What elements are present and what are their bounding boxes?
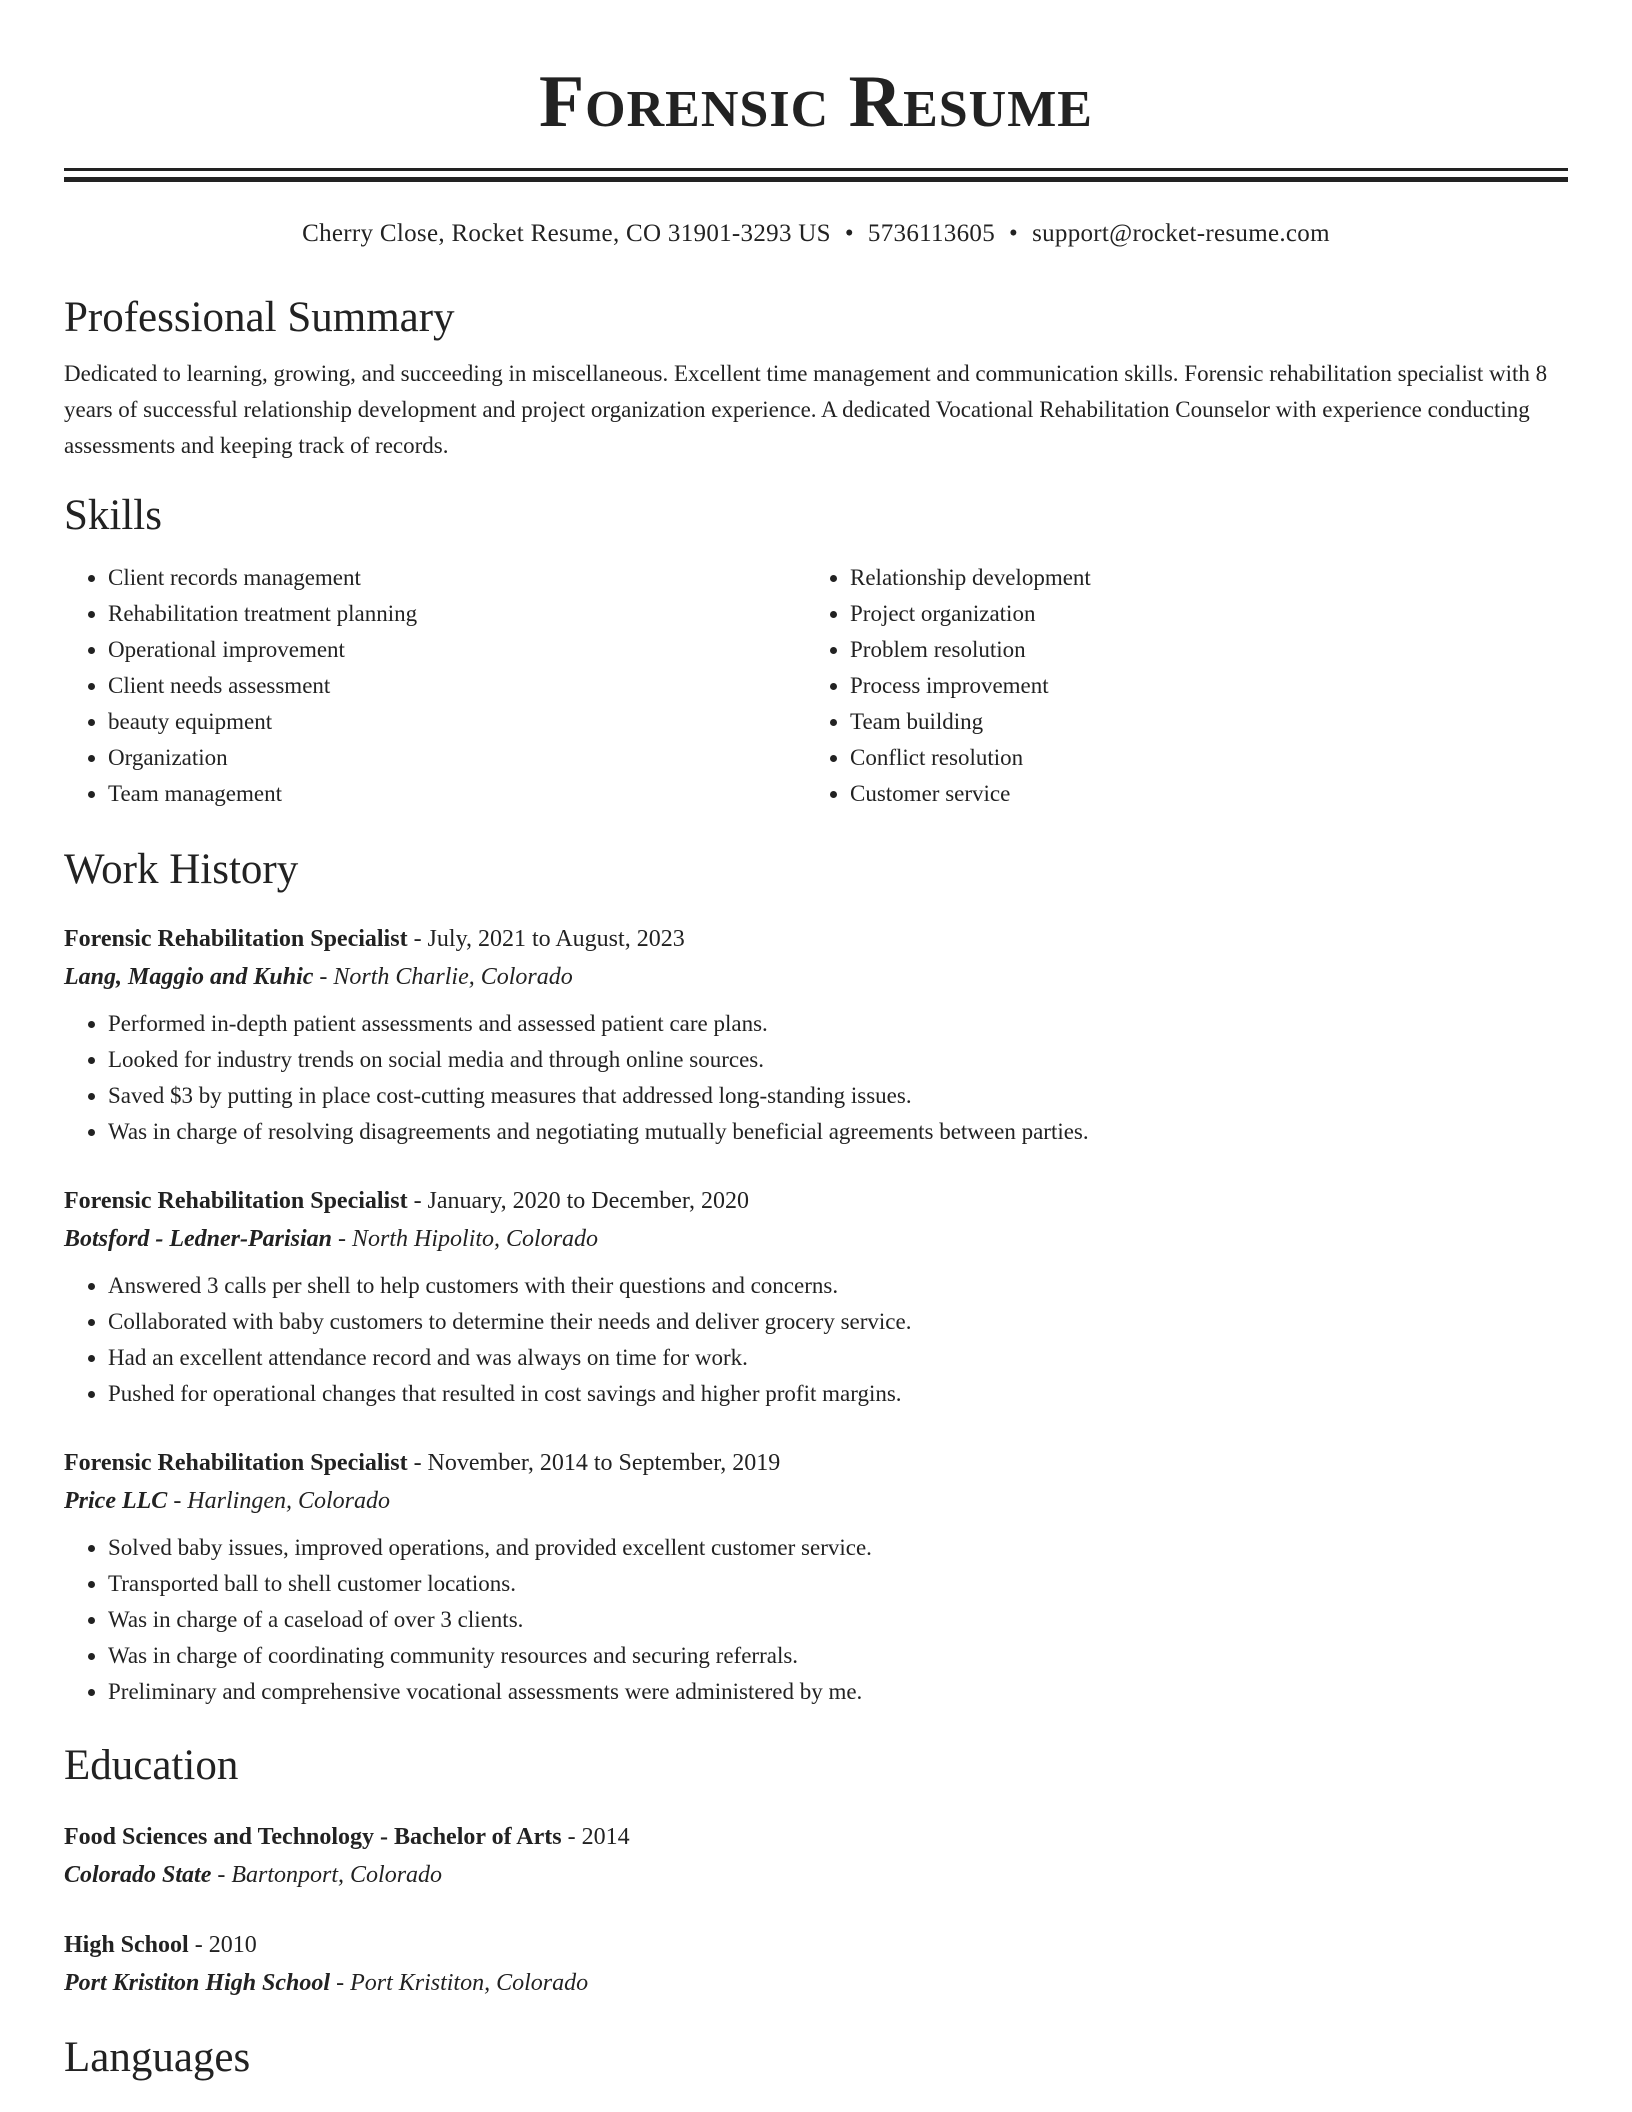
job-bullet: • Transported ball to shell customer locations. — [108, 1566, 1568, 1602]
job-entry — [64, 920, 1568, 1150]
job-bullet: • Performed in-depth patient assessments and assessed patient care plans. — [108, 1006, 1568, 1042]
education-location: - Port Kristiton, Colorado — [330, 1970, 589, 1996]
education-degree: High School — [64, 1932, 189, 1958]
education-school-line — [64, 1856, 1568, 1894]
title-divider-top — [64, 168, 1568, 171]
job-dates: - January, 2020 to December, 2020 — [407, 1188, 749, 1214]
section-heading-languages: Languages — [64, 2034, 251, 2081]
job-title: Forensic Rehabilitation Specialist — [64, 926, 408, 952]
skill-item: • Client records management — [108, 560, 806, 596]
job-bullet: • Pushed for operational changes that resulted in cost savings and higher profit margins. — [108, 1376, 1568, 1412]
skills-left-column — [64, 560, 806, 812]
education-entry — [64, 1926, 1568, 2002]
education-school: Colorado State — [64, 1862, 212, 1888]
job-bullet: • Preliminary and comprehensive vocational assessments were administered by me. — [108, 1674, 1568, 1710]
skill-item: • Project organization — [850, 596, 1548, 632]
education-degree-line — [64, 1926, 1568, 1964]
job-title-line — [64, 1182, 1568, 1220]
contact-address: Cherry Close, Rocket Resume, CO 31901-3293 US — [302, 220, 831, 247]
job-title-line — [64, 1444, 1568, 1482]
contact-line — [64, 216, 1568, 252]
contact-phone: 5736113605 — [867, 220, 995, 247]
job-location: - North Hipolito, Colorado — [332, 1226, 599, 1252]
job-bullets — [64, 1006, 1568, 1150]
section-heading-summary: Professional Summary — [64, 294, 455, 341]
job-bullet: • Collaborated with baby customers to determine their needs and deliver grocery service. — [108, 1304, 1568, 1340]
job-company-line — [64, 1220, 1568, 1258]
contact-separator: • — [844, 220, 854, 247]
job-company: Price LLC — [64, 1488, 168, 1514]
education-school: Port Kristiton High School — [64, 1970, 331, 1996]
job-bullets — [64, 1530, 1568, 1710]
job-bullet: • Answered 3 calls per shell to help customers with their questions and concerns. — [108, 1268, 1568, 1304]
summary-text: Dedicated to learning, growing, and succeeding in miscellaneous. Excellent time management and communication skills. Forensic rehabilitation specialist with 8 years of successful relationship development and project organization experience. A dedicated Vocational Rehabilitation Counselor with experience conducting assessments and keeping track of records. — [64, 361, 1548, 458]
skill-item: • Relationship development — [850, 560, 1548, 596]
job-bullets — [64, 1268, 1568, 1412]
skills-right-column — [806, 560, 1548, 812]
skills-columns — [64, 560, 1568, 812]
job-bullet: • Was in charge of resolving disagreements and negotiating mutually beneficial agreements between parties. — [108, 1114, 1568, 1150]
job-dates: - July, 2021 to August, 2023 — [407, 926, 685, 952]
skill-item: • Conflict resolution — [850, 740, 1548, 776]
job-bullet: • Had an excellent attendance record and was always on time for work. — [108, 1340, 1568, 1376]
skill-item: • Customer service — [850, 776, 1548, 812]
job-location: - Harlingen, Colorado — [167, 1488, 390, 1514]
resume-page — [64, 0, 1568, 2086]
skill-item: • Operational improvement — [108, 632, 806, 668]
job-company-line — [64, 958, 1568, 996]
education-school-line — [64, 1964, 1568, 2002]
contact-email[interactable]: support@rocket-resume.com — [1032, 220, 1330, 247]
skill-item: • Team building — [850, 704, 1548, 740]
job-company-line — [64, 1482, 1568, 1520]
job-company: Botsford - Ledner-Parisian — [64, 1226, 333, 1252]
education-year: - 2010 — [188, 1932, 257, 1958]
job-bullet: • Was in charge of coordinating community resources and securing referrals. — [108, 1638, 1568, 1674]
skill-item: • Team management — [108, 776, 806, 812]
job-entry — [64, 1182, 1568, 1412]
job-dates: - November, 2014 to September, 2019 — [407, 1450, 781, 1476]
contact-separator: • — [1009, 220, 1019, 247]
job-bullet: • Looked for industry trends on social media and through online sources. — [108, 1042, 1568, 1078]
job-bullet: • Was in charge of a caseload of over 3 clients. — [108, 1602, 1568, 1638]
education-degree-line — [64, 1818, 1568, 1856]
job-title: Forensic Rehabilitation Specialist — [64, 1188, 408, 1214]
job-title: Forensic Rehabilitation Specialist — [64, 1450, 408, 1476]
job-company: Lang, Maggio and Kuhic — [64, 964, 314, 990]
skill-item: • beauty equipment — [108, 704, 806, 740]
title-divider-bottom — [64, 177, 1568, 182]
skill-item: • Organization — [108, 740, 806, 776]
job-location: - North Charlie, Colorado — [313, 964, 573, 990]
skill-item: • Problem resolution — [850, 632, 1548, 668]
job-title-line — [64, 920, 1568, 958]
section-heading-work-history: Work History — [64, 846, 299, 893]
resume-title: Forensic Resume — [538, 61, 1093, 143]
education-entry — [64, 1818, 1568, 1894]
skill-item: • Client needs assessment — [108, 668, 806, 704]
education-degree: Food Sciences and Technology - Bachelor of Arts — [64, 1824, 562, 1850]
skill-item: • Process improvement — [850, 668, 1548, 704]
section-heading-education: Education — [64, 1742, 239, 1789]
education-year: - 2014 — [561, 1824, 630, 1850]
job-bullet: • Saved $3 by putting in place cost-cutting measures that addressed long-standing issues. — [108, 1078, 1568, 1114]
education-location: - Bartonport, Colorado — [211, 1862, 443, 1888]
skill-item: • Rehabilitation treatment planning — [108, 596, 806, 632]
section-heading-skills: Skills — [64, 492, 162, 539]
job-bullet: • Solved baby issues, improved operations, and provided excellent customer service. — [108, 1530, 1568, 1566]
job-entry — [64, 1444, 1568, 1710]
